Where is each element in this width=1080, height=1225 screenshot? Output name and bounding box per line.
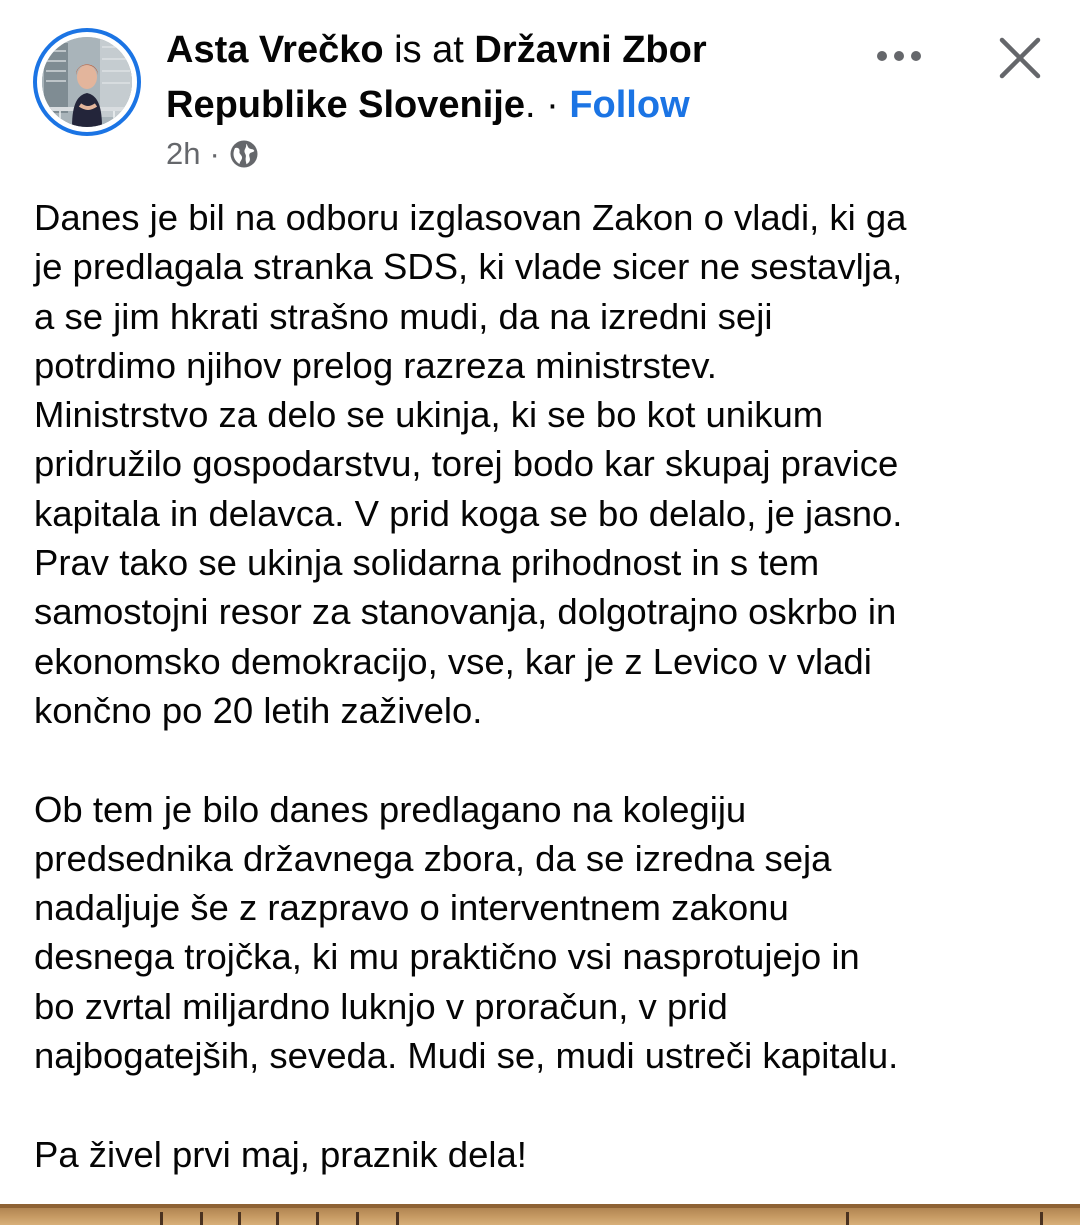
post-paragraph-1: Danes je bil na odboru izglasovan Zakon o vladi, ki ga je predlagala stranka SDS, ki vlade sicer ne sestavlja, a se jim hkrati strašno mudi, da na izredni seji potrdimo njihov prelog razreza ministrstev. Ministrstvo za delo se ukinja, ki se bo kot unikum pridružilo gospodarstvu, torej bodo kar skupaj pravice kapitala in delavca. V prid koga se bo delalo, je jasno. Prav tako se ukinja solidarna prihodnost in s tem samostojni resor za stanovanja, dolgotrajno oskrbo in ekonomsko demokracijo, vse, kar je z Levico v vladi končno po 20 letih zaživelo. bbox=[34, 197, 907, 731]
post-paragraph-3: Pa živel prvi maj, praznik dela! bbox=[34, 1133, 527, 1175]
post-header bbox=[0, 0, 1080, 180]
attached-photo-top-edge[interactable] bbox=[0, 1204, 1080, 1225]
globe-icon bbox=[229, 139, 259, 169]
post-header-line-2 bbox=[166, 79, 690, 131]
follow-button[interactable]: Follow bbox=[569, 84, 690, 126]
close-icon bbox=[998, 36, 1042, 80]
place-name-line-2[interactable]: Republike Slovenije bbox=[166, 84, 525, 126]
more-options-button[interactable] bbox=[870, 34, 928, 78]
profile-photo bbox=[42, 37, 132, 127]
timestamp[interactable]: 2h bbox=[166, 136, 201, 171]
meta-dot: · bbox=[209, 136, 220, 171]
author-name[interactable]: Asta Vrečko bbox=[166, 29, 384, 71]
more-horizontal-icon bbox=[876, 50, 922, 62]
close-button[interactable] bbox=[992, 30, 1048, 86]
follow-separator: . · bbox=[525, 84, 570, 126]
post-meta bbox=[166, 134, 259, 174]
post-paragraph-2: Ob tem je bilo danes predlagano na kolegiju predsednika državnega zbora, da se izredna seja nadaljuje še z razpravo o interventnem zakonu desnega trojčka, ki mu praktično vsi nasprotujejo in bo zvrtal miljardno luknjo v proračun, v prid najbogatejših, seveda. Mudi se, mudi ustreči kapitalu. bbox=[34, 788, 899, 1077]
place-name-line-1[interactable]: Državni Zbor bbox=[474, 29, 707, 71]
post-text bbox=[34, 193, 1074, 1179]
post-header-line-1 bbox=[166, 24, 707, 76]
is-at-text: is at bbox=[383, 29, 475, 71]
avatar[interactable] bbox=[33, 28, 141, 136]
